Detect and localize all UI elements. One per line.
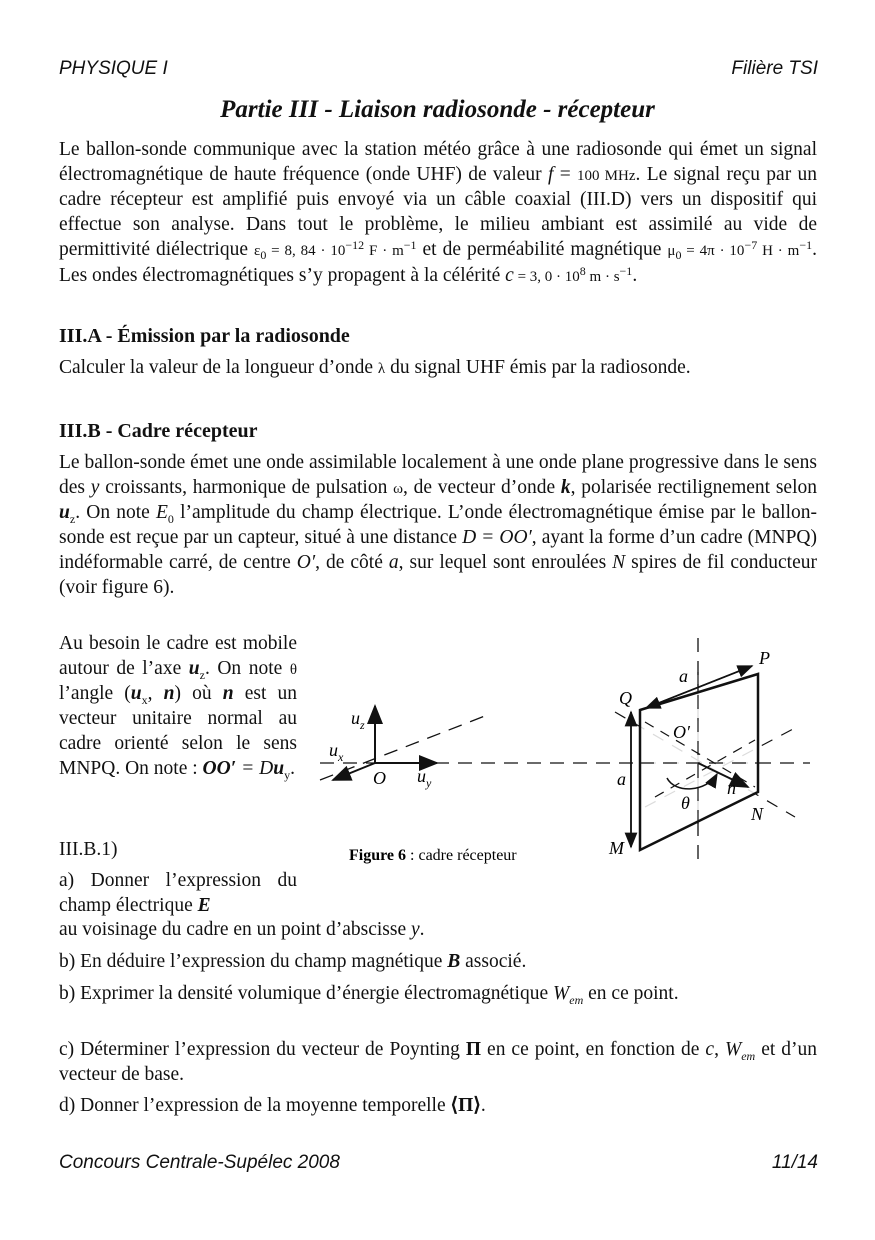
footer-right: 11/14 — [771, 1152, 818, 1173]
vertex-q-label: Q — [619, 688, 632, 708]
question-d: d) Donner l’expression de la moyenne temporelle ⟨Π⟩. — [59, 1095, 486, 1116]
receiver-frame — [640, 674, 758, 850]
section-b-paragraph: Le ballon-sonde émet une onde assimilable localement à une onde plane progressive dans le sens des y croissants, harmonique de pulsation ω, de vecteur d’onde k, polarisée rectilignement selon $u_z$. On note $E_0$ l’amplitude du champ électrique. L’onde électromagnétique émise par le ballon-sonde est reçue par un capteur, situé à une distance D = OO′, ayant la forme d’un cadre (MNPQ) indéformable carré, de centre O′, de côté a, sur lequel sont enroulées N spires de fil conducteur (voir figure 6). — [59, 452, 817, 598]
section-b-heading: III.B - Cadre récepteur — [59, 420, 258, 442]
page-title: Partie III - Liaison radiosonde - récepteur — [220, 96, 655, 123]
side-a-left-label: a — [617, 769, 626, 789]
ux-arrow — [333, 763, 375, 780]
vertex-p-label: P — [759, 648, 770, 668]
normal-n-label: n — [727, 778, 736, 798]
origin-o-label: O — [373, 768, 386, 788]
question-b2: b) Exprimer la densité volumique d’énergie électromagnétique $W_{em}$ en ce point. — [59, 983, 679, 1007]
section-a-heading: III.A - Émission par la radiosonde — [59, 325, 350, 347]
center-oprime-label: O′ — [673, 722, 690, 742]
header-right: Filière TSI — [731, 58, 818, 79]
question-c: c) Déterminer l’expression du vecteur de Poynting Π en ce point, en fonction de c, $W_{em}$ et d’un vecteur de base. — [59, 1039, 817, 1085]
side-a-top-label: a — [679, 666, 688, 686]
x-axis-line — [320, 714, 490, 780]
vertex-n-label: N — [751, 804, 764, 824]
section-a-text: Calculer la valeur de la longueur d’onde λ du signal UHF émis par la radiosonde. — [59, 357, 691, 378]
figure-caption: Figure 6 : cadre récepteur — [349, 847, 517, 864]
side-paragraph: Au besoin le cadre est mobile autour de l’axe $u_z$. On note θ l’angle ($u_x$, n) où n est un vecteur unitaire normal au cadre orienté selon le sens MNPQ. On note : $OO' = Du_y$. — [59, 633, 297, 782]
question-number: III.B.1) — [59, 839, 118, 860]
header-left: PHYSIQUE I — [59, 58, 168, 79]
ux-label: $u_x$ — [329, 740, 344, 764]
vertex-m-label: M — [609, 838, 624, 858]
figure-6-diagram — [315, 632, 815, 872]
theta-label: θ — [681, 793, 690, 813]
uz-label: $u_z$ — [351, 708, 365, 732]
question-a-continuation: au voisinage du cadre en un point d’abscisse y. — [59, 919, 425, 940]
intro-paragraph: Le ballon-sonde communique avec la station météo grâce à une radiosonde qui émet un signal électromagnétique de haute fréquence (onde UHF) de valeur f = 100 MHz. Le signal reçu par un cadre récepteur est amplifié puis envoyé via un câble coaxial (III.D) vers un dispositif qui effectue son analyse. Dans tout le problème, le milieu ambiant est assimilé au vide de permittivité diélectrique $\varepsilon_0 = 8$, $84 \cdot 10^{-12}$ $F \cdot m^{-1}$ et de perméabilité magnétique $\mu_0 = 4\pi \cdot 10^{-7}$ $H \cdot m^{-1}$. Les ondes électromagnétiques s’y propagent à la célérité c = 3, $0 \cdot 10^8$ $m \cdot s^{-1}$. — [59, 139, 818, 286]
question-b1: b) En déduire l’expression du champ magnétique B associé. — [59, 951, 527, 972]
question-a: a) Donner l’expression du champ électrique E — [59, 870, 297, 916]
footer-left: Concours Centrale-Supélec 2008 — [59, 1152, 340, 1173]
uy-label: $u_y$ — [417, 766, 432, 790]
